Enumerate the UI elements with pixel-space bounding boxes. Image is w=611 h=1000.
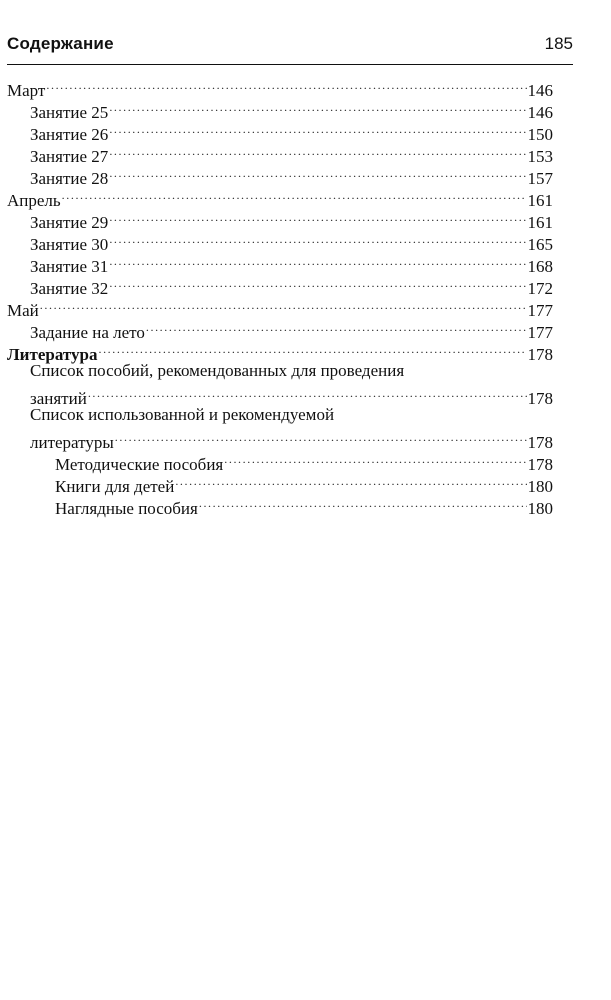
toc-entry-label: Занятие 29: [30, 213, 109, 232]
dot-leader: [109, 96, 526, 118]
toc-entry-page: 177: [527, 301, 553, 320]
dot-leader: [146, 316, 527, 338]
toc-entry-label: Май: [7, 301, 39, 320]
toc-entry-label: Методические пособия: [55, 455, 224, 474]
toc-entry-label: Апрель: [7, 191, 61, 210]
toc-entry-lesson-29: [7, 206, 553, 232]
toc-entry-page: 180: [527, 499, 553, 518]
toc-entry-page: 178: [527, 455, 553, 474]
dot-leader: [109, 162, 526, 184]
toc-entry-label: Занятие 27: [30, 147, 109, 166]
toc-entry-label: Занятие 30: [30, 235, 109, 254]
dot-leader: [46, 74, 526, 96]
toc-entry-label-line2: занятий: [30, 389, 87, 408]
toc-entry-label: Занятие 28: [30, 169, 109, 188]
toc-entry-page: 180: [527, 477, 553, 496]
dot-leader: [40, 294, 527, 316]
table-of-contents: [7, 74, 553, 518]
dot-leader: [115, 426, 527, 448]
toc-entry-lesson-25: [7, 96, 553, 122]
toc-entry-page: 178: [527, 433, 553, 452]
toc-entry-label-line2: литературы: [30, 433, 114, 452]
toc-entry-page: 165: [527, 235, 553, 254]
toc-entry-label: Книги для детей: [55, 477, 175, 496]
toc-entry-page: 153: [527, 147, 553, 166]
dot-leader: [109, 118, 526, 140]
toc-entry-page: 150: [527, 125, 553, 144]
toc-entry-aprel: [7, 184, 553, 210]
header-page-number: 185: [544, 34, 573, 53]
toc-entry-mart: [7, 74, 553, 100]
toc-entry-page: 177: [527, 323, 553, 342]
dot-leader: [109, 228, 526, 250]
toc-entry-label: Литература: [7, 345, 98, 364]
dot-leader: [88, 382, 527, 404]
dot-leader: [62, 184, 527, 206]
toc-entry-page: 178: [527, 389, 553, 408]
toc-entry-label-line1: Список пособий, рекомендованных для проведения: [30, 361, 405, 380]
toc-entry-label-line1: Список использованной и рекомендуемой: [30, 405, 335, 424]
header-title: Содержание: [7, 34, 114, 53]
toc-entry-page: 146: [527, 81, 553, 100]
toc-entry-page: 157: [527, 169, 553, 188]
toc-entry-page: 146: [527, 103, 553, 122]
dot-leader: [199, 492, 527, 514]
toc-entry-page: 161: [527, 213, 553, 232]
toc-entry-label: Март: [7, 81, 46, 100]
running-header: [7, 34, 573, 64]
toc-entry-label: Занятие 32: [30, 279, 109, 298]
toc-entry-label: Занятие 26: [30, 125, 109, 144]
toc-entry-page: 172: [527, 279, 553, 298]
toc-entry-label: Наглядные пособия: [55, 499, 198, 518]
toc-entry-label: Занятие 25: [30, 103, 109, 122]
dot-leader: [109, 250, 526, 272]
toc-entry-summer-task: [7, 316, 553, 342]
toc-entry-label: Задание на лето: [30, 323, 145, 342]
dot-leader: [175, 470, 526, 492]
toc-entry-label: Занятие 31: [30, 257, 109, 276]
dot-leader: [109, 272, 526, 294]
toc-entry-page: 168: [527, 257, 553, 276]
toc-entry-used-literature: [7, 404, 553, 452]
dot-leader: [98, 338, 526, 360]
header-rule: [7, 64, 573, 65]
toc-entry-last-line: [30, 426, 553, 452]
dot-leader: [109, 140, 526, 162]
dot-leader: [224, 448, 526, 470]
toc-entry-mai: [7, 294, 553, 320]
dot-leader: [109, 206, 526, 228]
toc-entry-recommended-aids: [7, 360, 553, 408]
toc-entry-page: 161: [527, 191, 553, 210]
toc-entry-last-line: [30, 382, 553, 408]
toc-entry-page: 178: [527, 345, 553, 364]
